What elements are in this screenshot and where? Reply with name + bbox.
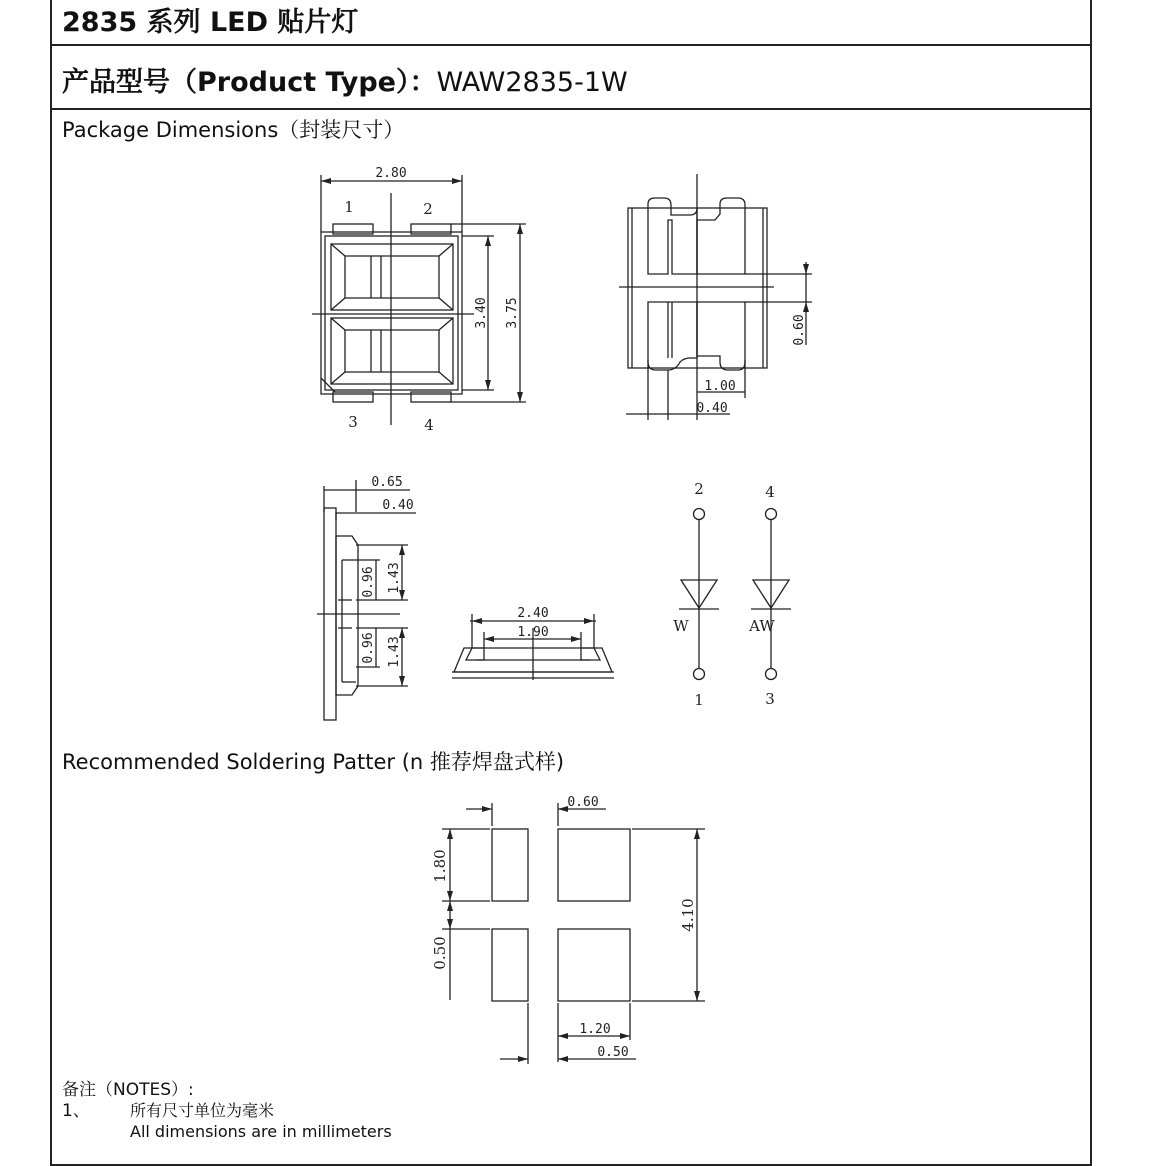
pin-label-4: 4	[424, 416, 434, 434]
schematic-pin-4: 4	[765, 483, 775, 501]
solder-top-dim: 0.60	[567, 795, 599, 810]
side-lower-inner-dim: 0.96	[361, 632, 376, 664]
schematic-pin-2: 2	[694, 480, 704, 498]
notes-heading: 备注（NOTES）:	[62, 1080, 194, 1100]
top-outer-height-dim: 3.75	[505, 297, 520, 329]
side-upper-inner-dim: 0.96	[361, 566, 376, 598]
note-text: 所有尺寸单位为毫米	[130, 1101, 275, 1120]
schematic-pin-3: 3	[765, 690, 775, 708]
note-item	[62, 1100, 275, 1121]
note-number: 1、	[62, 1101, 90, 1121]
pin-label-3: 3	[348, 413, 358, 431]
bottom-view-drawing	[619, 174, 812, 420]
side-view-drawing	[317, 475, 416, 720]
solder-bottom-gap-dim: 0.50	[597, 1045, 629, 1060]
solder-gap-dim: 0.50	[431, 936, 449, 970]
notes-section	[62, 1079, 392, 1142]
bottom-slot-dim: 0.40	[696, 401, 728, 416]
front-outer-dim: 2.40	[517, 606, 549, 621]
note-text: All dimensions are in millimeters	[130, 1122, 392, 1141]
product-type-value: WAW2835-1W	[436, 67, 628, 98]
solder-pattern-heading: Recommended Soldering Patter (n 推荐焊盘式样)	[62, 750, 565, 774]
diode-label-w: W	[673, 617, 689, 635]
pin-label-2: 2	[423, 200, 433, 218]
top-inner-height-dim: 3.40	[474, 297, 489, 329]
package-dimensions-heading: Package Dimensions（封装尺寸）	[62, 118, 405, 142]
solder-pad-height-dim: 1.80	[431, 849, 449, 883]
solder-pad-lower-right	[558, 929, 630, 1001]
bottom-pad-dim: 1.00	[704, 379, 736, 394]
circuit-schematic	[673, 480, 791, 709]
side-lower-outer-dim: 1.43	[387, 636, 402, 668]
solder-pad-width-dim: 1.20	[579, 1022, 611, 1037]
solder-pad-lower-left	[492, 929, 528, 1001]
side-total-dim: 0.65	[371, 475, 403, 490]
front-inner-dim: 1.90	[517, 625, 549, 640]
note-item	[62, 1121, 392, 1142]
schematic-pin-1: 1	[694, 691, 704, 709]
document-title: 2835 系列 LED 贴片灯	[62, 7, 359, 38]
solder-pattern-drawing	[431, 795, 705, 1064]
top-width-dim: 2.80	[375, 166, 407, 181]
solder-pad-upper-right	[558, 829, 630, 901]
solder-pad-upper-left	[492, 829, 528, 901]
solder-total-height-dim: 4.10	[679, 898, 697, 932]
front-view-drawing	[452, 606, 614, 680]
top-view-drawing	[312, 166, 526, 434]
side-upper-outer-dim: 1.43	[387, 562, 402, 594]
product-type-label: 产品型号（Product Type）：	[62, 67, 437, 98]
bottom-gap-dim: 0.60	[792, 314, 807, 346]
diode-label-aw: AW	[749, 617, 775, 635]
pin-label-1: 1	[344, 198, 354, 216]
side-base-dim: 0.40	[382, 498, 414, 513]
